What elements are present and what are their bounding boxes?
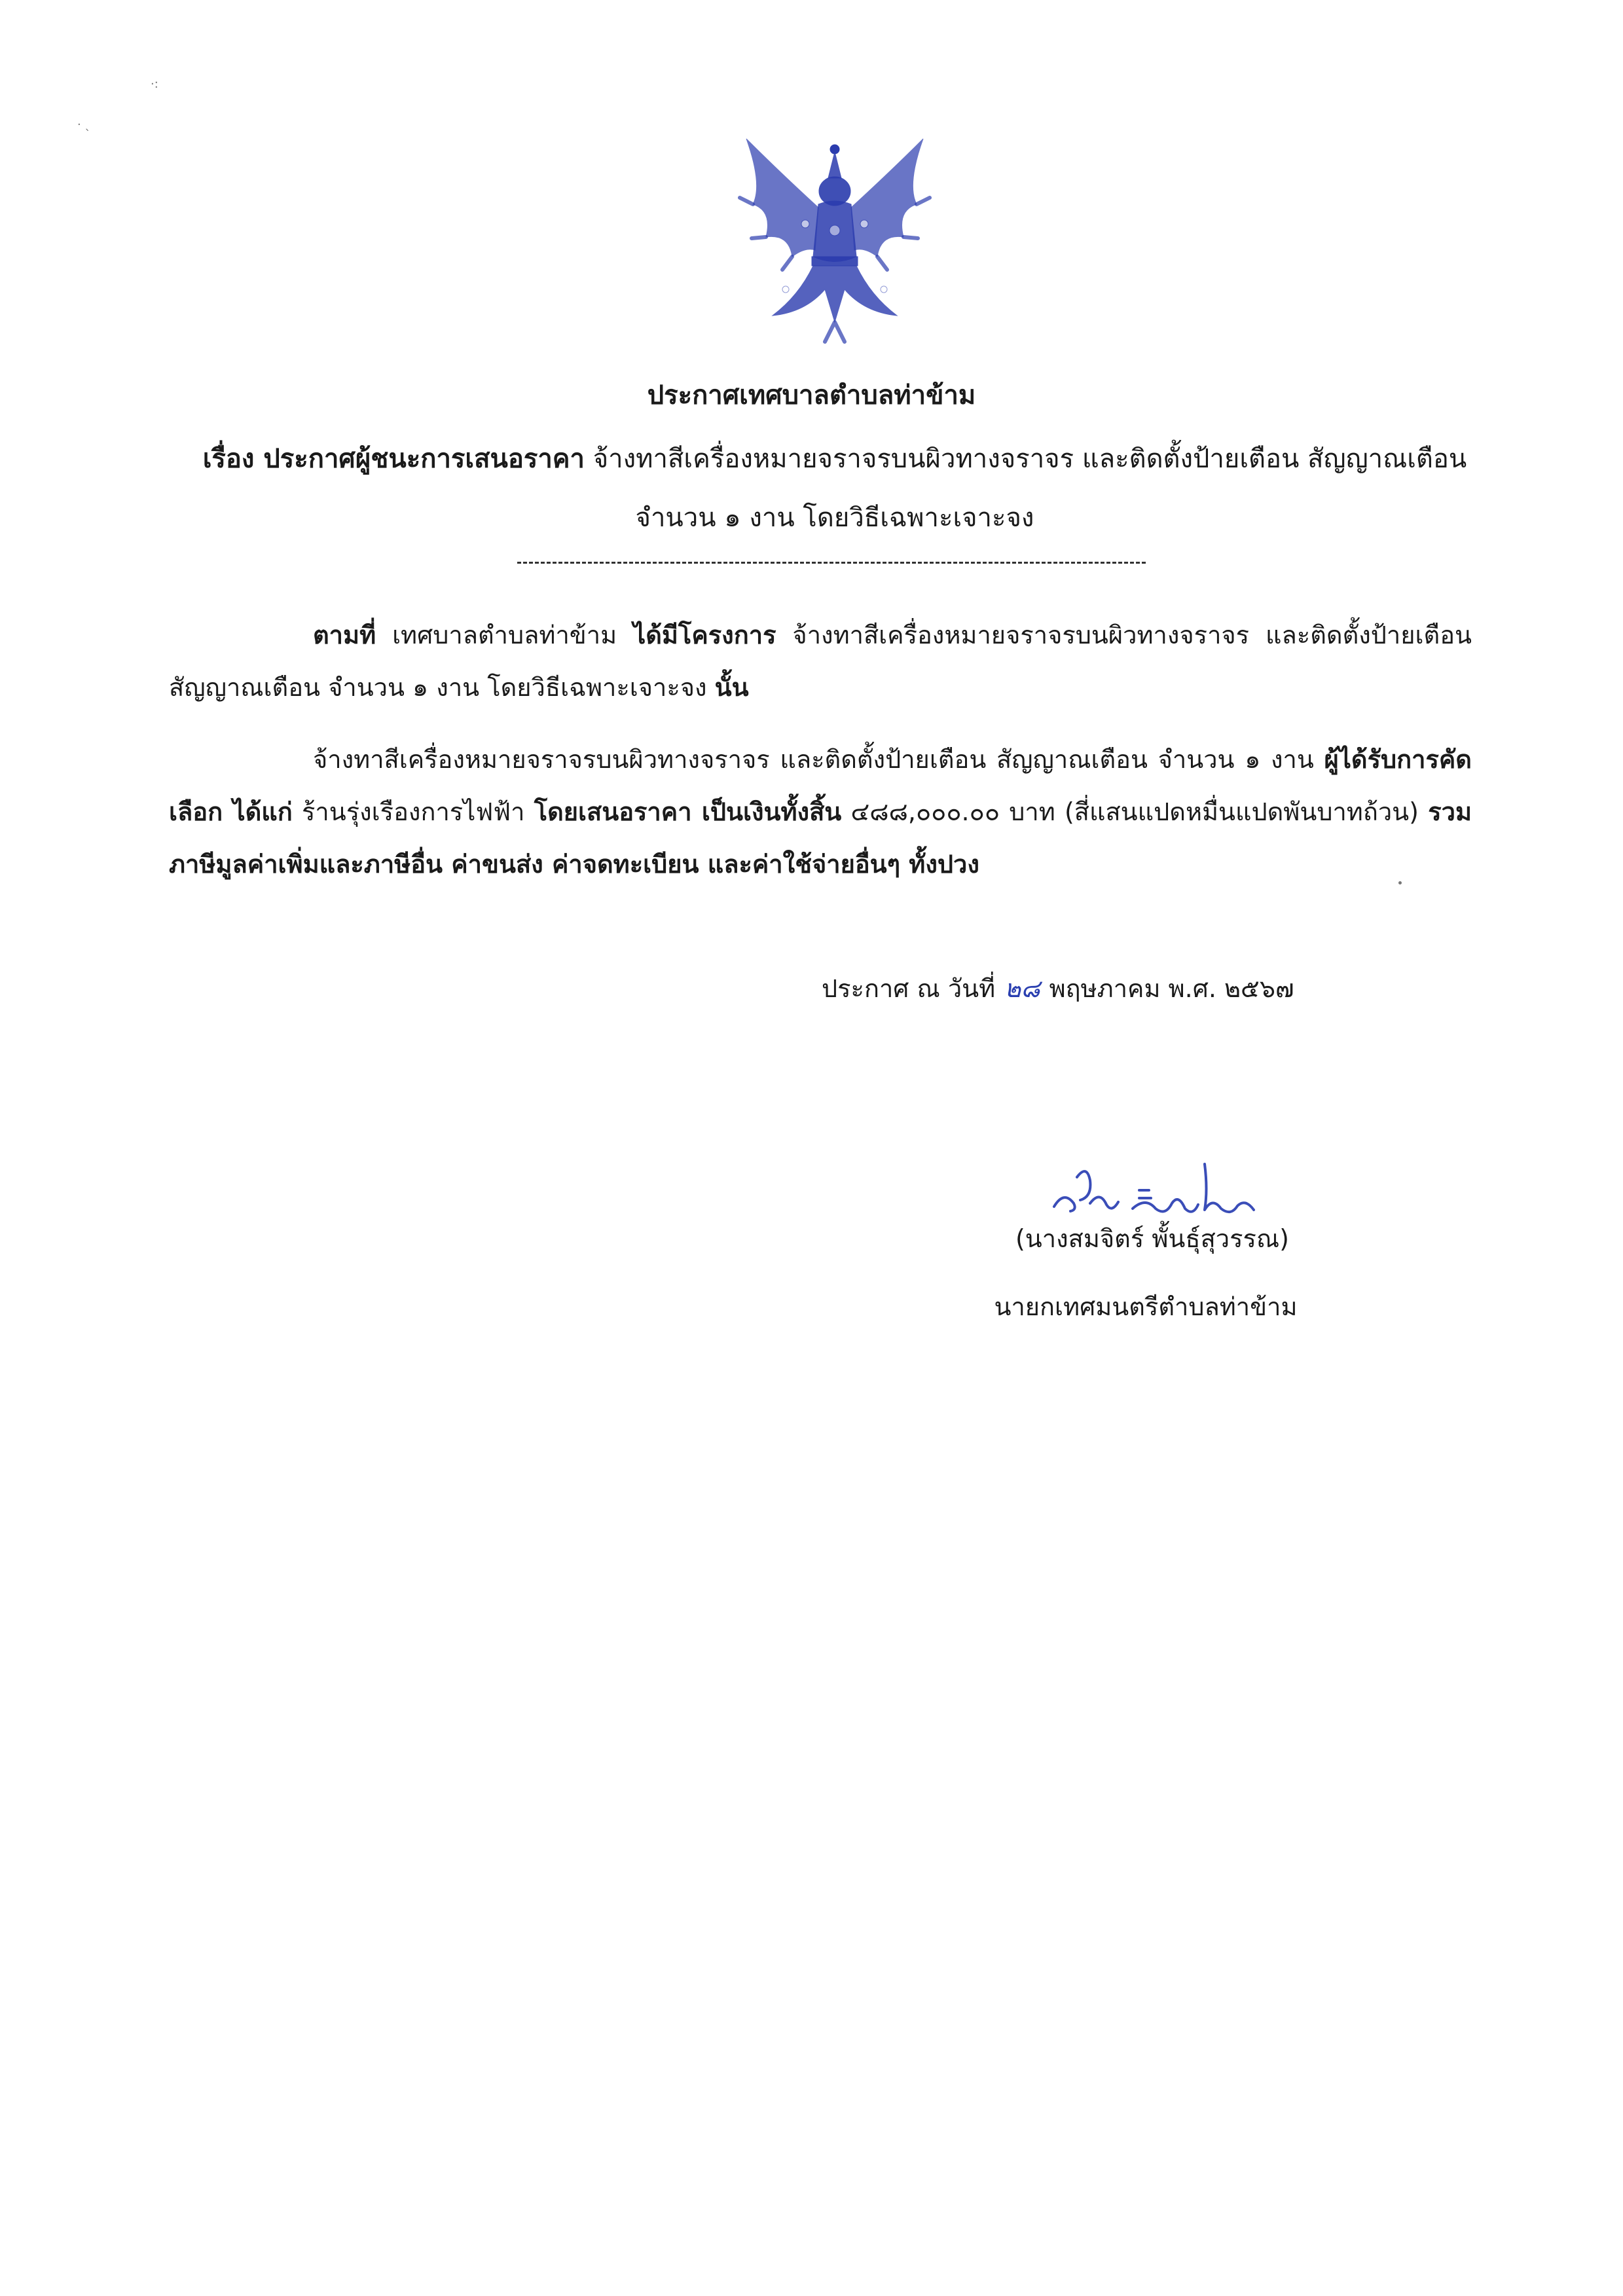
signer-position: นายกเทศมนตรีตำบลท่าข้าม (994, 1292, 1298, 1321)
paragraph-winner (169, 733, 1472, 890)
announcement-title: ประกาศเทศบาลตำบลท่าข้าม (647, 380, 976, 410)
scan-speck: · ˎ (77, 118, 91, 132)
scan-speck: ·: (151, 77, 158, 91)
selected-label: ผู้ได้รับการคัดเลือก ได้แก่ (169, 745, 1472, 826)
intro-lead: ตามที่ (313, 621, 376, 649)
intro-tail: นั้น (714, 673, 749, 702)
price-label: โดยเสนอราคา เป็นเงินทั้งสิ้น (534, 797, 842, 826)
announcement-date (822, 969, 1294, 1008)
date-month-year: พฤษภาคม พ.ศ. ๒๕๖๗ (1049, 974, 1294, 1003)
garuda-emblem (727, 126, 943, 348)
signer-name: (นางสมจิตร์ พั้นธุ์สุวรรณ) (1015, 1224, 1290, 1253)
scan-dot (1398, 881, 1402, 884)
paragraph-intro (169, 609, 1472, 714)
intro-project: จ้างทาสีเครื่องหมายจราจรบนผิวทางจราจร และติดตั้งป้ายเตือน สัญญาณเตือน จำนวน ๑ งาน โดยวิธีเฉพาะเจาะจง (169, 621, 1472, 702)
intro-mid: ได้มีโครงการ (633, 621, 776, 649)
garuda-icon (727, 126, 943, 348)
winner-name: ร้านรุ่งเรืองการไฟฟ้า (292, 797, 534, 826)
subject-text: จ้างทาสีเครื่องหมายจราจรบนผิวทางจราจร และติดตั้งป้ายเตือน สัญญาณเตือน จำนวน ๑ งาน โดยวิธีเฉพาะเจาะจง (585, 444, 1467, 533)
price-terms: รวมภาษีมูลค่าเพิ่มและภาษีอื่น ค่าขนส่ง ค่าจดทะเบียน และค่าใช้จ่ายอื่นๆ ทั้งปวง (169, 797, 1472, 879)
signature-icon (1041, 1151, 1264, 1223)
announcement-subject (196, 429, 1473, 547)
intro-org: เทศบาลตำบลท่าข้าม (376, 621, 634, 649)
winning-amount: ๔๘๘,๐๐๐.๐๐ บาท (สี่แสนแปดหมื่นแปดพันบาทถ้วน) (841, 797, 1429, 826)
winner-project: จ้างทาสีเครื่องหมายจราจรบนผิวทางจราจร และติดตั้งป้ายเตือน สัญญาณเตือน จำนวน ๑ งาน (313, 745, 1324, 774)
subject-label: เรื่อง ประกาศผู้ชนะการเสนอราคา (202, 444, 585, 474)
dashed-divider (517, 562, 1146, 564)
handwritten-signature (1041, 1151, 1264, 1223)
date-prefix: ประกาศ ณ วันที่ (822, 974, 996, 1003)
date-day: ๒๘ (1004, 974, 1040, 1003)
